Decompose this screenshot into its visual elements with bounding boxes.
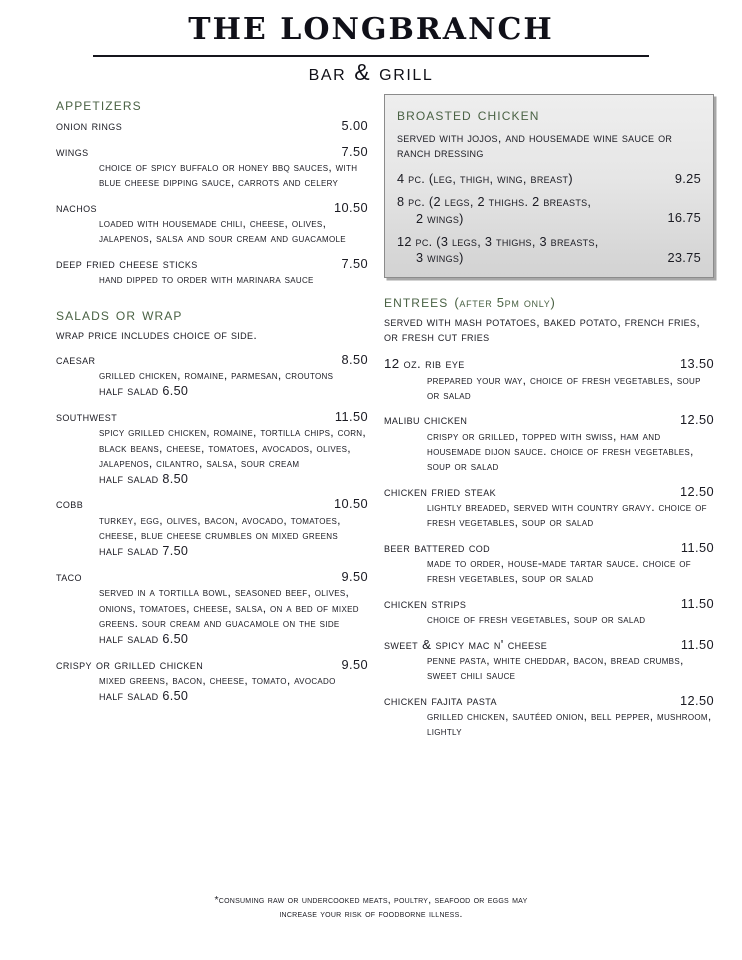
- item-header-row: [56, 144, 368, 161]
- item-price: 10.50: [333, 496, 368, 512]
- item-description: crispy or grilled, topped with swiss, ham and housemade dijon sauce. choice of fresh vegetables, soup or salad: [427, 428, 694, 474]
- disclaimer-line-1: *consuming raw or undercooked meats, poultry, seafood or eggs may: [214, 894, 528, 906]
- item-name: chicken fried steak: [384, 483, 497, 499]
- item-description: choice of spicy buffalo or honey bbq sauces, with blue cheese dipping sauce, carrots and celery: [99, 160, 358, 190]
- item-price: 11.50: [680, 595, 714, 611]
- combo-label: [397, 194, 591, 227]
- combo-label-line1: 12 pc. (3 legs, 3 thighs, 3 breasts,: [397, 234, 599, 249]
- half-salad-price: half salad 7.50: [99, 544, 189, 559]
- menu-header: [0, 0, 742, 85]
- item-name: southwest: [56, 408, 118, 424]
- combo-label-line2: 3 wings): [416, 251, 464, 266]
- item-name: crispy or grilled chicken: [56, 656, 204, 672]
- salads-note: wrap price includes choice of side.: [56, 327, 258, 342]
- menu-item[interactable]: [56, 200, 368, 247]
- item-description: choice of fresh vegetables, soup or salad: [427, 612, 646, 627]
- half-salad-price: half salad 6.50: [99, 384, 189, 399]
- combo-price: 9.25: [674, 170, 701, 186]
- entrees-note: served with mash potatoes, baked potato, french fries, or fresh cut fries: [384, 315, 701, 345]
- item-header-row: [56, 569, 368, 586]
- item-price: 11.50: [680, 636, 714, 652]
- item-header-row: [56, 409, 368, 426]
- item-price: 9.50: [341, 656, 368, 672]
- item-description: loaded with housemade chili, cheese, olives, jalapenos, salsa and sour cream and guacamole: [99, 216, 346, 246]
- menu-item[interactable]: [384, 596, 714, 628]
- item-name: onion rings: [56, 117, 123, 133]
- item-header-row: [384, 356, 714, 373]
- item-description: turkey, egg, olives, bacon, avocado, tomatoes, cheese, blue cheese crumbles on mixed greens: [99, 513, 341, 543]
- restaurant-subtitle: bar & grill: [308, 58, 434, 85]
- item-description: made to order, house-made tartar sauce. choice of fresh vegetables, soup or salad: [427, 556, 691, 586]
- item-price: 12.50: [679, 692, 714, 708]
- item-name: taco: [56, 568, 82, 584]
- item-header-row: [384, 412, 714, 429]
- combo-label: [397, 234, 599, 267]
- combo-label-line2: 2 wings): [416, 211, 464, 226]
- item-name: deep fried cheese sticks: [56, 255, 198, 271]
- combo-price: 16.75: [667, 210, 701, 226]
- item-description: mixed greens, bacon, cheese, tomato, avocado: [99, 673, 336, 688]
- restaurant-title: THE LONGBRANCH: [188, 12, 554, 47]
- item-price: 11.50: [680, 539, 714, 555]
- menu-item[interactable]: [56, 496, 368, 559]
- appetizers-heading: appetizers: [56, 93, 142, 114]
- half-salad-price: half salad 6.50: [99, 689, 189, 704]
- item-name: cobb: [56, 496, 84, 512]
- combo-row[interactable]: [397, 234, 701, 267]
- menu-item[interactable]: [384, 412, 714, 474]
- entrees-heading-text: entrees: [384, 291, 449, 312]
- section-appetizers: [56, 94, 368, 288]
- item-price: 5.00: [341, 117, 368, 133]
- item-header-row: [56, 657, 368, 674]
- combo-row[interactable]: [397, 171, 701, 187]
- menu-item[interactable]: [384, 540, 714, 587]
- menu-item[interactable]: [56, 256, 368, 288]
- item-price: 11.50: [334, 408, 368, 424]
- item-description: served in a tortilla bowl, seasoned beef, olives, onions, tomatoes, cheese, salsa, on a bed of mixed greens. sour cream and guacamole on the side: [99, 585, 359, 630]
- item-header-row: [56, 256, 368, 273]
- disclaimer-footer: [0, 894, 742, 922]
- menu-item[interactable]: [56, 657, 368, 705]
- disclaimer-line-2: increase your risk of foodborne illness.: [279, 908, 463, 920]
- menu-item[interactable]: [384, 637, 714, 684]
- item-name: chicken fajita pasta: [384, 692, 497, 708]
- broasted-chicken-note: served with jojos, and housemade wine sauce or ranch dressing: [397, 130, 673, 161]
- item-header-row: [56, 352, 368, 369]
- section-entrees: [384, 291, 714, 739]
- right-column: [384, 94, 714, 749]
- item-price: 12.50: [679, 483, 714, 499]
- item-price: 7.50: [341, 255, 368, 271]
- item-price: 8.50: [341, 351, 368, 367]
- menu-item[interactable]: [384, 356, 714, 403]
- item-description: grilled chicken, sautéed onion, bell pepper, mushroom, lightly: [427, 709, 712, 739]
- item-price: 13.50: [679, 356, 714, 372]
- broasted-chicken-heading: broasted chicken: [397, 103, 540, 124]
- item-price: 9.50: [341, 568, 368, 584]
- entrees-heading: [384, 291, 714, 311]
- item-name: wings: [56, 143, 89, 159]
- item-description: spicy grilled chicken, romaine, tortilla chips, corn, black beans, cheese, tomatoes, avocados, olives, jalapenos, cilantro, salsa, sour cream: [99, 425, 367, 470]
- menu-item[interactable]: [56, 352, 368, 400]
- menu-item[interactable]: [56, 144, 368, 191]
- item-description: penne pasta, white cheddar, bacon, bread crumbs, sweet chili sauce: [427, 653, 684, 683]
- menu-columns: [0, 85, 742, 749]
- item-header-row: [384, 596, 714, 613]
- item-header-row: [384, 637, 714, 654]
- item-header-row: [384, 540, 714, 557]
- section-salads: [56, 304, 368, 705]
- salads-heading: salads or wrap: [56, 303, 183, 324]
- item-header-row: [384, 693, 714, 710]
- menu-item[interactable]: [56, 409, 368, 488]
- item-name: sweet & spicy mac n' cheese: [384, 636, 548, 652]
- item-name: nachos: [56, 199, 97, 215]
- item-header-row: [56, 200, 368, 217]
- half-salad-price: half salad 8.50: [99, 472, 189, 487]
- item-header-row: [384, 484, 714, 501]
- combo-label: [397, 171, 573, 187]
- item-header-row: [56, 496, 368, 513]
- item-name: malibu chicken: [384, 412, 468, 428]
- item-header-row: [56, 118, 368, 135]
- menu-item[interactable]: [56, 569, 368, 648]
- menu-item[interactable]: [384, 693, 714, 740]
- item-name: 12 oz. rib eye: [384, 356, 465, 372]
- item-price: 12.50: [679, 412, 714, 428]
- item-name: chicken strips: [384, 595, 467, 611]
- combo-row[interactable]: [397, 194, 701, 227]
- menu-item[interactable]: [56, 118, 368, 135]
- item-description: lightly breaded, served with country gravy. choice of fresh vegetables, soup or salad: [427, 500, 707, 530]
- entrees-heading-qualifier: (after 5pm only): [454, 295, 556, 311]
- combo-label-line1: 8 pc. (2 legs, 2 thighs. 2 breasts,: [397, 195, 592, 210]
- item-name: beer battered cod: [384, 539, 491, 555]
- header-divider: [93, 55, 649, 57]
- item-description: prepared your way, choice of fresh vegetables, soup or salad: [427, 372, 701, 403]
- item-name: caesar: [56, 351, 96, 367]
- item-description: grilled chicken, romaine, parmesan, croutons: [99, 368, 334, 383]
- half-salad-price: half salad 6.50: [99, 632, 189, 647]
- broasted-chicken-panel: [384, 94, 714, 279]
- item-price: 10.50: [333, 199, 368, 215]
- combo-label-line1: 4 pc. (leg, thigh, wing, breast): [397, 171, 573, 186]
- item-description: hand dipped to order with marinara sauce: [99, 272, 314, 287]
- item-price: 7.50: [341, 143, 368, 159]
- menu-item[interactable]: [384, 484, 714, 531]
- left-column: [56, 94, 368, 749]
- combo-price: 23.75: [667, 249, 701, 265]
